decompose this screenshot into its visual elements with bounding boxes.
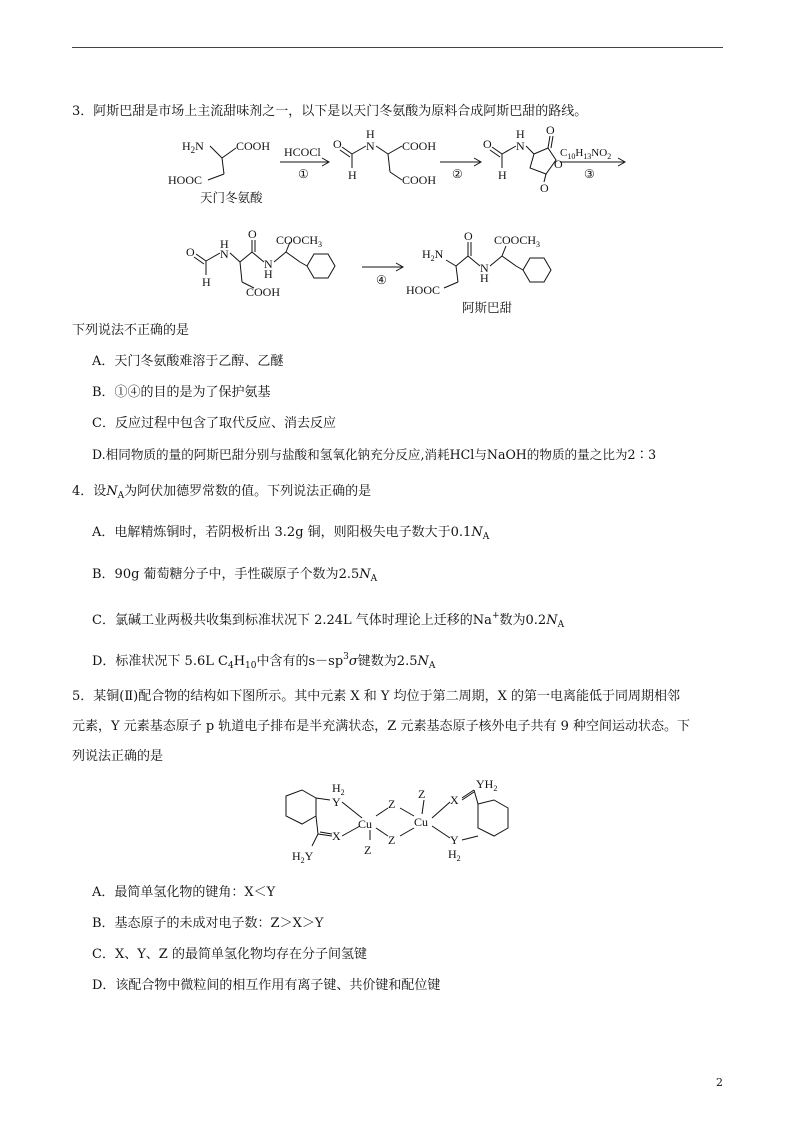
q5-stem-line3: 列说法正确的是 [72,749,164,764]
q4-d-c-sub: 4 [227,661,234,671]
q4-d-value: 2.5 [396,654,418,669]
reagent3-no: NO [591,147,608,159]
anhydride-o-top: O [546,123,555,137]
q4-c-mid: 数为 [499,613,526,628]
step2-label: ② [452,167,463,181]
y-right-h: H [448,847,457,861]
hooc-label-2: HOOC [406,283,441,297]
q5-option-c: C．X、Y、Z 的最简单氢化物均存在分子间氢键 [92,947,367,962]
q4-option-a [92,524,489,546]
cooch3-label-2: COOCH [494,233,537,247]
y-top-h: H [332,781,341,795]
step1-label: ① [298,167,309,181]
nh-n-3: N [220,247,229,261]
nh-h-2: H [516,127,525,141]
q4-b-na-sub: A [370,574,378,584]
h2y-h: H [292,849,301,863]
formyl-h-1: H [348,168,357,182]
cooh-label-4: COOH [246,285,281,299]
cu-left: Cu [358,817,373,831]
q4-stem-pre: 4．设 [72,484,107,499]
formyl-o-2: O [483,137,492,151]
svg-text:H2Y [292,849,314,865]
na-subscript: A [117,491,125,501]
q4-c-text: C．氯碱工业两极共收集到标准状况下 2.24L 气体时理论上迁移的 [92,613,473,628]
svg-text:C10H13NO2 [560,147,611,161]
z-bridge-bottom: Z [388,833,396,847]
y-top-left: Y [332,795,341,809]
q3-option-a: A．天门冬氨酸难溶于乙醇、乙醚 [92,354,284,369]
svg-text:YH2 [476,778,497,793]
reagent3-o-sub: 2 [607,152,612,161]
header-rule [72,47,723,48]
step4-label: ④ [376,273,387,287]
reagent1-label: HCOCl [284,145,321,159]
q5-stem-line2: 元素，Y 元素基态原子 p 轨道电子排布是半充满状态，Z 元素基态原子核外电子共有 9 种空间运动状态。下 [72,719,691,734]
product-name: 阿斯巴甜 [462,301,513,315]
z-left-terminal: Z [364,843,372,857]
q4-b-text: B．90g 葡萄糖分子中，手性碳原子个数为 [92,567,339,582]
h2n-sub-1: 2 [190,145,196,155]
svg-text:H2N [422,247,444,263]
q3-synthesis-scheme [140,122,640,322]
z-bridge-top: Z [388,797,396,811]
nh-n-5: N [480,261,489,275]
q4-d-h: H [233,654,246,669]
q4-c-na-sub: A [557,620,565,630]
x-left: X [332,829,341,843]
reagent3-h-sub: 13 [583,152,592,161]
nh-h-1: H [366,127,375,141]
nh-n-4: N [264,257,273,271]
nh-h-4: H [264,267,273,281]
q5-stem-line1: 5．某铜(Ⅱ)配合物的结构如下图所示。其中元素 X 和 Y 均位于第二周期，X 的第一电离能低于同周期相邻 [72,689,681,704]
reagent3-c: C [560,147,568,159]
nh-h-3: H [220,237,229,251]
q4-c-na: N [546,613,558,628]
q4-a-na: N [471,525,483,540]
y-top-sub: 2 [340,788,345,797]
svg-text:COOCH3 [276,233,322,249]
h2y-sub: 2 [300,856,305,865]
h2n-sub-2: 2 [430,254,435,263]
nh-h-5: H [480,271,489,285]
cooch3-sub-2: 3 [536,240,541,249]
formyl-h-3: H [202,275,211,289]
q4-stem-post: 为阿伏加德罗常数的值。下列说法正确的是 [124,484,372,499]
q4-d-text: D．标准状况下 5.6L C [92,654,228,669]
nh-n-1: N [366,139,375,153]
reagent3-c-sub: 10 [567,152,576,161]
formyl-h-2: H [498,168,507,182]
q4-stem [72,483,371,505]
h2n-n-2: N [434,247,444,261]
q4-option-c [92,607,564,634]
q5-option-d: D．该配合物中微粒间的相互作用有离子键、共价键和配位键 [92,978,441,993]
hooc-label-1: HOOC [168,173,203,187]
cooh-label-1: COOH [236,139,271,153]
yh2-yh: YH [476,778,494,791]
cooch3-sub-1: 3 [318,240,323,249]
h2n-label-2: H [422,247,431,261]
q4-c-charge: + [491,611,500,621]
y-right-sub: 2 [456,854,461,863]
q4-d-mid1: 中含有的 [256,654,309,669]
q4-a-na-sub: A [482,532,490,542]
q4-c-ion: Na [472,613,492,628]
q4-option-b [92,566,377,588]
q4-a-text: A．电解精炼铜时，若阴极析出 3.2g 铜，则阳极失电子数大于 [92,525,451,540]
y-right: Y [450,833,459,847]
q4-option-d [92,648,435,675]
q3-stem: 3．阿斯巴甜是市场上主流甜味剂之一，以下是以天门冬氨酸为原料合成阿斯巴甜的路线。 [72,104,588,119]
anhydride-o-ring: O [554,157,563,171]
start-name: 天门冬氨酸 [200,191,263,205]
yh2-sub: 2 [493,784,498,793]
q4-b-value: 2.5 [338,567,360,582]
q4-d-h-sub: 10 [245,661,257,671]
z-right-terminal: Z [418,787,426,801]
svg-text:H2 [448,847,461,863]
q3-option-d: D.相同物质的量的阿斯巴甜分别与盐酸和氢氧化钠充分反应,消耗HCl与NaOH的物质的量之比为2∶3 [92,447,657,462]
amide-o-2: O [464,229,473,243]
q3-option-b: B．①④的目的是为了保护氨基 [92,385,271,400]
x-right: X [450,793,459,807]
cooh-label-3: COOH [402,173,437,187]
h2y-y: Y [304,849,314,863]
q4-c-value: 0.2 [525,613,547,628]
svg-text:H2N [182,139,204,155]
q3-option-c: C．反应过程中包含了取代反应、消去反应 [92,416,336,431]
q4-d-mid2: 键数为 [357,654,397,669]
q3-question: 下列说法不正确的是 [72,323,190,338]
q5-option-a: A．最简单氢化物的键角：X＜Y [92,885,276,900]
svg-text:COOCH3 [494,233,540,249]
q5-complex-structure [268,778,528,868]
formyl-o-3: O [186,245,195,259]
q4-d-na-sub: A [428,661,436,671]
cooch3-label-1: COOCH [276,233,319,247]
q4-d-na: N [417,654,429,669]
step3-label: ③ [584,167,595,181]
q4-a-value: 0.1 [450,525,472,540]
q4-d-sup: 3 [343,652,349,662]
reagent3-h: H [575,147,584,159]
amide-o-1: O [248,227,257,241]
cooh-label-2: COOH [402,139,437,153]
q4-b-na: N [359,567,371,582]
h2n-label-1: H [182,139,191,153]
formyl-o-1: O [333,137,342,151]
na-symbol: N [106,484,118,499]
nh-n-2: N [516,139,525,153]
anhydride-o-bottom: O [540,181,549,195]
q4-d-s: s－sp [308,654,344,669]
q5-option-b: B．基态原子的未成对电子数：Z＞X＞Y [92,916,324,931]
cu-right: Cu [414,815,429,829]
page-number: 2 [716,1076,723,1089]
q4-d-sigma: σ [348,654,358,669]
h2n-n-1: N [195,139,204,153]
